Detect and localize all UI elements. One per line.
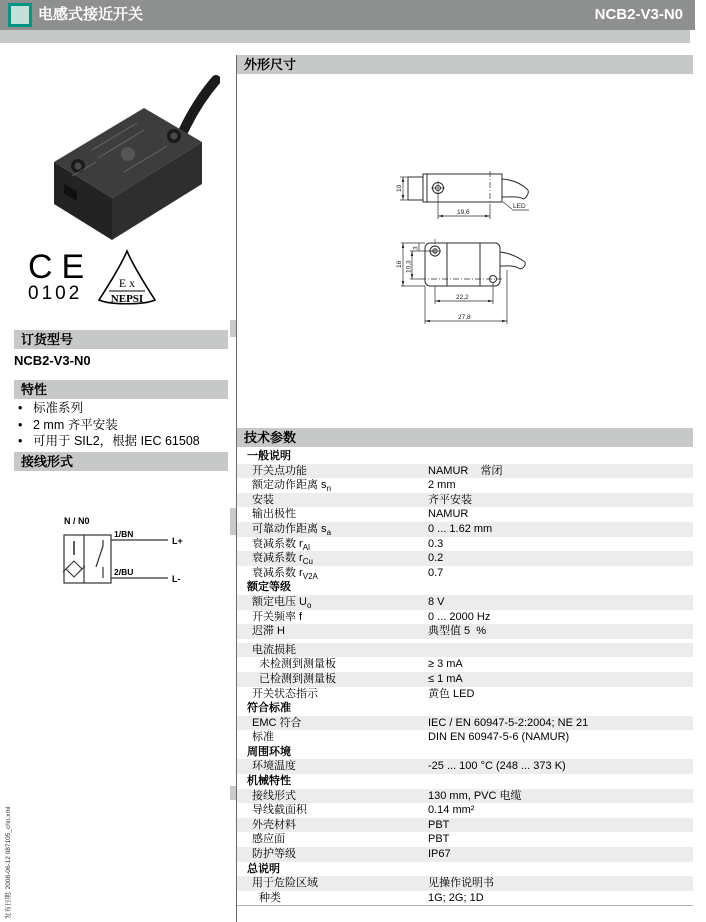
product-photo <box>32 72 220 254</box>
features-list <box>16 400 200 450</box>
param-label: 防护等级 <box>252 848 296 861</box>
sensor-cable <box>182 80 216 134</box>
section-wiring: 接线形式 <box>14 452 228 471</box>
table-group-header: 符合标准 <box>247 702 291 715</box>
sensor-symbol-diamond <box>66 561 82 577</box>
param-value: 130 mm, PVC 电缆 <box>428 789 522 802</box>
table-row <box>237 478 693 493</box>
cable-end <box>524 190 528 199</box>
param-value: 0.7 <box>428 566 444 579</box>
table-row <box>237 551 693 566</box>
param-value: 0 ... 2000 Hz <box>428 610 491 623</box>
cable-outline <box>502 197 524 199</box>
ce-letters: CE <box>28 248 94 286</box>
dim-width: 19,6 <box>457 209 470 216</box>
brand-logo-icon <box>8 3 32 27</box>
param-value: 典型值 5 % <box>428 625 487 638</box>
mounting-hole-inner <box>75 163 82 170</box>
param-label: 可靠动作距离 $s_a$ <box>252 522 332 538</box>
param-label: 接线形式 <box>252 789 296 802</box>
param-label: 已检测到测量板 <box>259 672 336 685</box>
ex-nepsi-logo <box>96 248 158 310</box>
param-label: 外壳材料 <box>252 818 296 831</box>
wiring-diagram <box>30 505 220 605</box>
dim-total-width: 27,8 <box>458 314 471 321</box>
table-row <box>237 730 693 745</box>
subheader-strip <box>0 30 690 43</box>
table-row <box>237 610 693 625</box>
param-label: 环境温度 <box>252 760 296 773</box>
table-group-header: 周围环境 <box>247 745 291 758</box>
param-label: 衰减系数 $r_{Al}$ <box>252 537 310 552</box>
section-order-number: 订货型号 <box>14 330 228 349</box>
param-value: 0.14 mm² <box>428 804 475 817</box>
dim-height: 10 <box>396 184 403 192</box>
param-label: 额定电压 $U_o$ <box>252 595 312 611</box>
table-row <box>237 876 693 891</box>
table-row <box>237 818 693 833</box>
page-margin-mark <box>230 320 236 337</box>
param-label: 额定动作距离 $s_n$ <box>252 479 332 494</box>
dimension-arrows <box>402 243 507 322</box>
table-row <box>237 789 693 804</box>
feature-item: • 标准系列 <box>16 400 200 417</box>
param-label: 迟滞 H <box>252 625 285 638</box>
table-row <box>237 522 693 537</box>
dim-width: 22,2 <box>456 294 469 301</box>
circuit-label: N / N0 <box>64 516 90 526</box>
table-row <box>237 687 693 702</box>
param-value: PBT <box>428 818 450 831</box>
param-label: 标准 <box>252 731 274 744</box>
header-model-number: NCB2-V3-N0 <box>594 6 683 23</box>
param-value: -25 ... 100 °C (248 ... 373 K) <box>428 760 566 773</box>
led-label: LED <box>513 203 526 210</box>
pin2-label: 2/BU <box>114 567 134 577</box>
mounting-hole-inner <box>171 133 178 140</box>
table-group-header: 一般说明 <box>247 450 291 462</box>
l-plus-label: L+ <box>172 536 183 546</box>
dimension-drawing-side-view <box>390 238 570 333</box>
table-row <box>237 891 693 906</box>
param-value: IEC / EN 60947-5-2:2004; NE 21 <box>428 716 589 729</box>
param-label: 种类 <box>259 891 281 904</box>
param-value: 1G; 2G; 1D <box>428 891 484 904</box>
param-value: PBT <box>428 833 450 846</box>
param-value <box>428 643 693 658</box>
section-features: 特性 <box>14 380 228 399</box>
dimension-drawing-top-view <box>390 155 570 240</box>
table-row <box>237 493 693 508</box>
table-row <box>237 672 693 687</box>
table-group-header: 机械特性 <box>247 775 291 788</box>
param-label: 开关频率 f <box>252 610 303 623</box>
edge-note: 发布日期: 2008-06-12 087105_chn.xml <box>5 806 12 919</box>
cable-outline <box>500 252 525 262</box>
l-minus-label: L- <box>172 574 181 584</box>
sensor-box <box>64 535 111 583</box>
table-row <box>237 643 693 658</box>
tech-table <box>237 449 693 906</box>
led-dome <box>121 147 135 161</box>
ex-text: E x <box>118 276 136 290</box>
table-row <box>237 464 693 479</box>
section-tech-params: 技术参数 <box>237 428 693 447</box>
pin1-label: 1/BN <box>114 529 134 539</box>
table-row <box>237 657 693 672</box>
param-label: 开关状态指示 <box>252 687 318 700</box>
cable-outline <box>502 179 528 190</box>
table-row <box>237 716 693 731</box>
param-label: 输出极性 <box>252 508 296 521</box>
ce-mark <box>28 250 93 304</box>
param-label: 未检测到测量板 <box>259 658 336 671</box>
table-row <box>237 832 693 847</box>
param-label: 用于危险区域 <box>252 877 318 890</box>
dimension-arrows <box>402 177 490 217</box>
table-row <box>237 759 693 774</box>
param-value: 0.3 <box>428 537 444 550</box>
param-value: 齐平安装 <box>428 493 472 506</box>
param-label: 感应面 <box>252 833 285 846</box>
section-dimensions: 外形尺寸 <box>237 55 693 74</box>
param-value: 8 V <box>428 595 445 608</box>
param-value: 见操作说明书 <box>428 877 494 890</box>
table-row <box>237 537 693 552</box>
switch-lever <box>96 546 103 567</box>
table-row <box>237 566 693 581</box>
param-value: DIN EN 60947-5-6 (NAMUR) <box>428 731 570 744</box>
param-value: NAMUR 常闭 <box>428 464 503 477</box>
param-label: 衰减系数 $r_{Cu}$ <box>252 552 313 567</box>
param-label: 电流损耗 <box>252 643 296 656</box>
param-value: NAMUR <box>428 508 469 521</box>
dim-hole-center: 10,3 <box>405 260 413 273</box>
feature-item: • 可用于 SIL2，根据 IEC 61508 <box>16 433 200 450</box>
param-value: ≤ 1 mA <box>428 672 463 685</box>
table-row <box>237 624 693 639</box>
dimension-lines <box>401 243 507 324</box>
page-title: 电感式接近开关 <box>38 6 144 23</box>
cable-outline <box>500 266 520 269</box>
param-value: ≥ 3 mA <box>428 658 463 671</box>
cable-end <box>520 262 525 269</box>
table-group-header: 额定等级 <box>247 581 291 594</box>
page-margin-mark <box>230 508 236 535</box>
table-row <box>237 847 693 862</box>
order-model-number: NCB2-V3-N0 <box>14 353 91 368</box>
table-row <box>237 507 693 522</box>
sensor-cap-outline <box>408 177 423 200</box>
nepsi-text: NEPSI <box>110 293 144 305</box>
param-value: 0 ... 1.62 mm <box>428 522 493 535</box>
param-label: 衰减系数 $r_{V2A}$ <box>252 566 318 581</box>
table-row <box>237 595 693 610</box>
table-group-header: 总说明 <box>247 862 280 875</box>
param-label: 安装 <box>252 493 274 506</box>
param-label: 导线截面积 <box>252 804 307 817</box>
header-bar <box>0 0 695 30</box>
param-label: EMC 符合 <box>252 716 302 729</box>
dim-height: 16 <box>396 260 403 268</box>
param-value: IP67 <box>428 848 451 861</box>
feature-item: • 2 mm 齐平安装 <box>16 417 200 434</box>
dim-hole-top: 3 <box>412 246 420 250</box>
param-value: 0.2 <box>428 552 444 565</box>
table-row <box>237 803 693 818</box>
param-value: 黄色 LED <box>428 687 475 700</box>
param-value: 2 mm <box>428 479 456 492</box>
param-label: 开关点功能 <box>252 464 307 477</box>
page-margin-mark <box>230 786 236 800</box>
ce-number: 0102 <box>28 283 83 304</box>
